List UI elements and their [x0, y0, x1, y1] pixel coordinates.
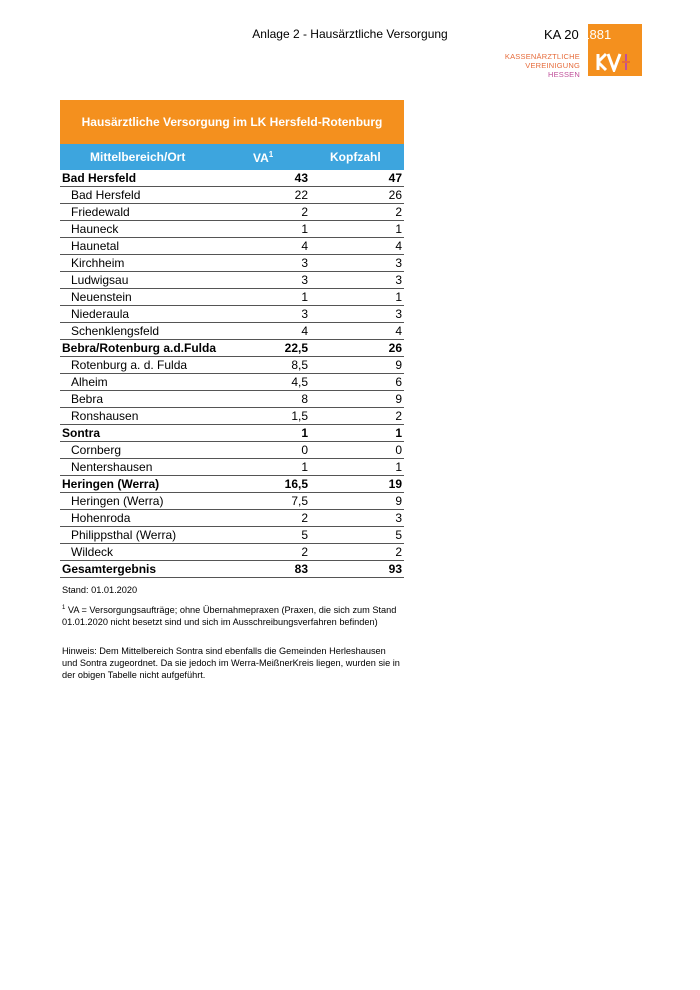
- cell-name: Heringen (Werra): [62, 477, 160, 491]
- cell-kz: 1: [395, 290, 402, 304]
- cell-name: Sontra: [62, 426, 101, 440]
- kvh-logo-icon: [596, 52, 636, 72]
- cell-kz: 0: [395, 443, 402, 457]
- table-row: [60, 289, 404, 306]
- table-body: [60, 170, 404, 578]
- cell-kz: 1: [395, 222, 402, 236]
- cell-kz: 1: [395, 426, 402, 440]
- table-header-row: [60, 144, 404, 170]
- cell-va: 3: [301, 256, 308, 270]
- cell-kz: 3: [395, 256, 402, 270]
- table-row: [60, 170, 404, 187]
- cell-name: Bad Hersfeld: [71, 188, 141, 202]
- table-row: [60, 255, 404, 272]
- cell-va: 4,5: [291, 375, 308, 389]
- cell-kz: 9: [395, 494, 402, 508]
- cell-kz: 93: [388, 562, 402, 576]
- table-row: [60, 340, 404, 357]
- table-row: [60, 561, 404, 578]
- table-row: [60, 510, 404, 527]
- page-header-title: Anlage 2 - Hausärztliche Versorgung: [252, 27, 448, 41]
- document-number-prefix: KA 20: [544, 27, 579, 42]
- cell-kz: 2: [395, 205, 402, 219]
- cell-name: Cornberg: [71, 443, 122, 457]
- cell-name: Ludwigsau: [71, 273, 129, 287]
- document-number-suffix: /1881: [578, 27, 612, 42]
- col-header-kopfzahl: Kopfzahl: [330, 150, 381, 164]
- stand-note: Stand: 01.01.2020: [62, 585, 138, 595]
- hint-note: Hinweis: Dem Mittelbereich Sontra sind ebenfalls die Gemeinden Herleshausen und Sontra zugeordnet. Da sie jedoch im Werra-MeißnerKreis liegen, wurden sie in der obigen Tabelle nicht aufgeführt.: [62, 646, 400, 680]
- cell-va: 1: [301, 222, 308, 236]
- cell-va: 2: [301, 545, 308, 559]
- care-table: [60, 100, 404, 578]
- cell-va: 1: [301, 290, 308, 304]
- cell-name: Alheim: [71, 375, 108, 389]
- org-name-line3: HESSEN: [547, 70, 580, 79]
- cell-kz: 4: [395, 239, 402, 253]
- cell-va: 0: [301, 443, 308, 457]
- cell-kz: 3: [395, 511, 402, 525]
- table-row: [60, 476, 404, 493]
- cell-kz: 3: [395, 273, 402, 287]
- cell-va: 16,5: [284, 477, 308, 491]
- cell-kz: 2: [395, 409, 402, 423]
- cell-va: 8: [301, 392, 308, 406]
- table-row: [60, 221, 404, 238]
- cell-name: Gesamtergebnis: [62, 562, 157, 576]
- cell-va: 3: [301, 273, 308, 287]
- table-row: [60, 204, 404, 221]
- table-row: [60, 323, 404, 340]
- document-number: [544, 27, 611, 42]
- cell-name: Schenklengsfeld: [71, 324, 160, 338]
- cell-va: 83: [294, 562, 308, 576]
- cell-va: 4: [301, 324, 308, 338]
- org-name: [505, 52, 580, 79]
- cell-va: 22,5: [284, 341, 308, 355]
- col-header-mittelbereich: Mittelbereich/Ort: [90, 150, 186, 164]
- table-row: [60, 238, 404, 255]
- table-row: [60, 459, 404, 476]
- table-row: [60, 493, 404, 510]
- cell-kz: 1: [395, 460, 402, 474]
- table-title: Hausärztliche Versorgung im LK Hersfeld-Rotenburg: [60, 100, 404, 144]
- table-row: [60, 527, 404, 544]
- footnote-text: VA = Versorgungsaufträge; ohne Übernahmepraxen (Praxen, die sich zum Stand 01.01.2020 nicht besetzt sind und sich im Ausschreibungsverfahren befinden): [62, 605, 397, 628]
- cell-kz: 5: [395, 528, 402, 542]
- table-row: [60, 442, 404, 459]
- cell-name: Heringen (Werra): [71, 494, 164, 508]
- table-row: [60, 408, 404, 425]
- org-name-line2: VEREINIGUNG: [525, 61, 580, 70]
- cell-name: Bebra: [71, 392, 104, 406]
- cell-va: 4: [301, 239, 308, 253]
- cell-name: Rotenburg a. d. Fulda: [71, 358, 188, 372]
- cell-kz: 4: [395, 324, 402, 338]
- cell-name: Hauneck: [71, 222, 119, 236]
- cell-va: 1: [301, 460, 308, 474]
- table-row: [60, 187, 404, 204]
- cell-va: 3: [301, 307, 308, 321]
- cell-va: 2: [301, 511, 308, 525]
- cell-name: Neuenstein: [71, 290, 132, 304]
- cell-name: Bad Hersfeld: [62, 171, 137, 185]
- cell-va: 5: [301, 528, 308, 542]
- cell-name: Bebra/Rotenburg a.d.Fulda: [62, 341, 217, 355]
- cell-va: 1,5: [291, 409, 308, 423]
- cell-kz: 6: [395, 375, 402, 389]
- table-row: [60, 306, 404, 323]
- cell-name: Ronshausen: [71, 409, 139, 423]
- cell-name: Philippsthal (Werra): [71, 528, 177, 542]
- cell-va: 8,5: [291, 358, 308, 372]
- cell-name: Friedewald: [71, 205, 130, 219]
- table-row: [60, 374, 404, 391]
- cell-kz: 26: [388, 188, 402, 202]
- cell-name: Niederaula: [71, 307, 130, 321]
- table-row: [60, 544, 404, 561]
- cell-va: 7,5: [291, 494, 308, 508]
- footnote-mark: 1: [62, 605, 66, 611]
- cell-name: Hohenroda: [71, 511, 131, 525]
- cell-va: 2: [301, 205, 308, 219]
- table-row: [60, 357, 404, 374]
- cell-kz: 47: [388, 171, 402, 185]
- cell-kz: 9: [395, 358, 402, 372]
- cell-kz: 19: [388, 477, 402, 491]
- cell-kz: 3: [395, 307, 402, 321]
- table-row: [60, 391, 404, 408]
- cell-va: 1: [301, 426, 308, 440]
- table-row: [60, 425, 404, 442]
- table-row: [60, 272, 404, 289]
- cell-kz: 2: [395, 545, 402, 559]
- cell-name: Haunetal: [71, 239, 120, 253]
- cell-kz: 26: [388, 341, 402, 355]
- footnote: [62, 602, 402, 628]
- cell-va: 43: [294, 171, 308, 185]
- cell-name: Nentershausen: [71, 460, 153, 474]
- cell-name: Wildeck: [71, 545, 114, 559]
- col-header-va: $VA^1$: [253, 150, 274, 165]
- org-name-line1: KASSENÄRZTLICHE: [504, 52, 580, 61]
- cell-kz: 9: [395, 392, 402, 406]
- cell-name: Kirchheim: [71, 256, 125, 270]
- cell-va: 22: [294, 188, 308, 202]
